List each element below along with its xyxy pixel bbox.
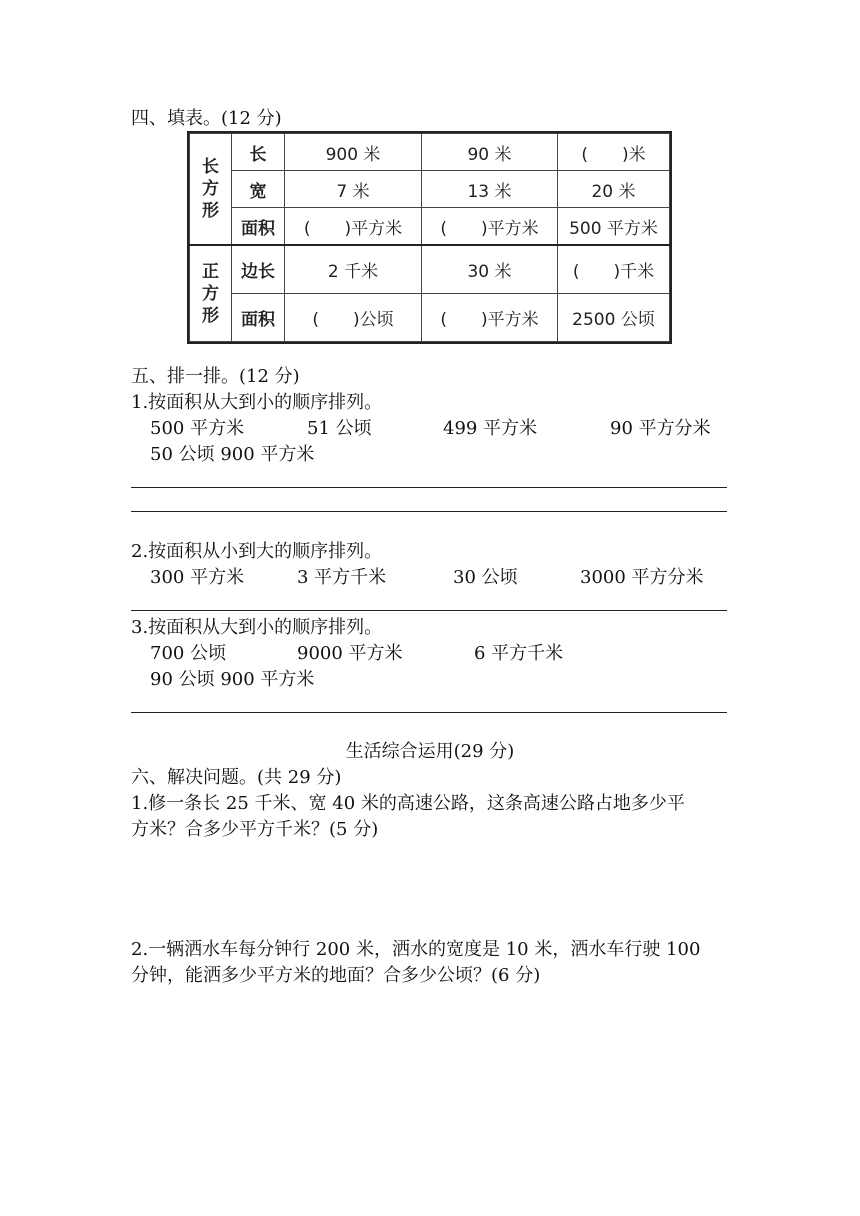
q2-prompt: 2.按面积从小到大的顺序排列。 [131, 541, 383, 562]
problem1-text: 方米？合多少平方千米？(5 分) [131, 819, 379, 840]
table-cell: 7 米 [285, 171, 422, 208]
q1-item: 499 平方米 [443, 418, 538, 439]
table-cell: ( )平方米 [422, 208, 558, 246]
table-cell: 30 米 [422, 245, 558, 294]
section6-heading: 六、解决问题。(共 29 分) [131, 767, 342, 788]
row-label: 边长 [232, 245, 285, 294]
part-title: 生活综合运用(29 分) [345, 741, 515, 762]
q2-item: 300 平方米 [150, 567, 245, 588]
q3-prompt: 3.按面积从大到小的顺序排列。 [131, 617, 383, 638]
q3-item-line2: 90 公顷 900 平方米 [150, 669, 315, 690]
problem1-text: 1.修一条长 25 千米、宽 40 米的高速公路，这条高速公路占地多少平 [131, 793, 685, 814]
fill-table [187, 131, 672, 344]
q1-prompt: 1.按面积从大到小的顺序排列。 [131, 392, 383, 413]
section4-heading: 四、填表。(12 分) [131, 108, 282, 129]
table-cell: 20 米 [558, 171, 670, 208]
answer-line [131, 610, 727, 611]
row-label: 宽 [232, 171, 285, 208]
row-label: 面积 [232, 294, 285, 342]
q2-item: 3000 平方分米 [580, 567, 704, 588]
q3-item: 6 平方千米 [474, 643, 564, 664]
answer-line [131, 511, 727, 512]
problem2-text: 分钟，能洒多少平方米的地面？合多少公顷？(6 分) [131, 965, 541, 986]
q2-item: 3 平方千米 [297, 567, 387, 588]
q2-item: 30 公顷 [453, 567, 518, 588]
table-cell: 2500 公顷 [558, 294, 670, 342]
table-cell: ( )平方米 [285, 208, 422, 246]
q1-item: 51 公顷 [307, 418, 372, 439]
square-group-label: 正方形 [190, 245, 232, 341]
table-cell: ( )千米 [558, 245, 670, 294]
row-label: 面积 [232, 208, 285, 246]
q3-item: 9000 平方米 [297, 643, 403, 664]
q3-item: 700 公顷 [150, 643, 227, 664]
table-cell: ( )公顷 [285, 294, 422, 342]
table-cell: 90 米 [422, 134, 558, 171]
problem2-text: 2.一辆洒水车每分钟行 200 米，洒水的宽度是 10 米，洒水车行驶 100 [131, 939, 701, 960]
table-cell: 900 米 [285, 134, 422, 171]
q1-item-line2: 50 公顷 900 平方米 [150, 444, 315, 465]
answer-line [131, 712, 727, 713]
table-cell: ( )平方米 [422, 294, 558, 342]
table-cell: ( )米 [558, 134, 670, 171]
rect-group-label: 长方形 [190, 134, 232, 246]
section5-heading: 五、排一排。(12 分) [131, 366, 300, 387]
table-cell: 500 平方米 [558, 208, 670, 246]
table-cell: 13 米 [422, 171, 558, 208]
answer-line [131, 487, 727, 488]
table-cell: 2 千米 [285, 245, 422, 294]
q1-item: 90 平方分米 [610, 418, 711, 439]
q1-item: 500 平方米 [150, 418, 245, 439]
row-label: 长 [232, 134, 285, 171]
